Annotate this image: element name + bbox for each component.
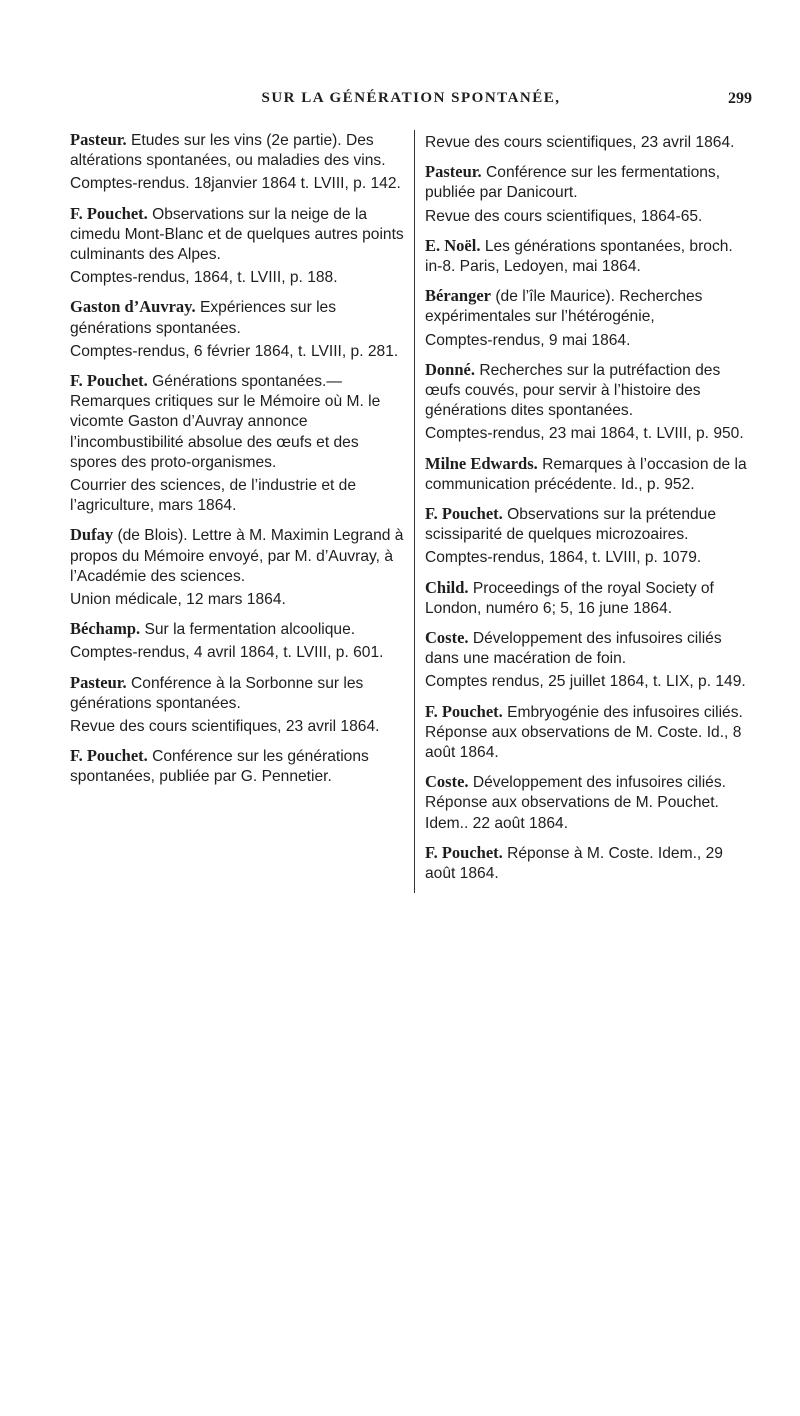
- bibliography-entry: [425, 286, 752, 351]
- entry-title: Réponse à M. Coste. Idem., 29 août 1864.: [425, 844, 723, 883]
- entry-author: F. Pouchet.: [70, 746, 148, 766]
- entry-source: Comptes-rendus, 1864, t. LVIII, p. 188.: [70, 269, 338, 287]
- entry-author: Pasteur.: [70, 130, 127, 149]
- entry-author: Béranger: [425, 286, 491, 306]
- entry-source: Revue des cours scientifiques, 1864-65.: [425, 207, 703, 225]
- entry-title: (de Blois). Lettre à M. Maximin Legrand à propos du Mémoire envoyé, par M. d’Auvray, à l’Académie des sciences.: [70, 527, 404, 585]
- left-column: [70, 130, 414, 893]
- bibliography-entry: [425, 628, 752, 693]
- bibliography-entry: [70, 673, 404, 738]
- bibliography-entry: [425, 454, 752, 495]
- entry-author: F. Pouchet.: [425, 504, 503, 524]
- entry-author: Pasteur.: [70, 672, 127, 692]
- entry-source: Comptes-rendus, 6 février 1864, t. LVIII, p. 281.: [70, 342, 399, 360]
- bibliography-entry: [425, 772, 752, 834]
- entry-author: Donné.: [425, 359, 475, 379]
- entry-title: Les générations spontanées, broch. in-8. Paris, Ledoyen, mai 1864.: [425, 237, 733, 276]
- running-head: [70, 90, 752, 114]
- entry-source: Revue des cours scientifiques, 23 avril 1864.: [70, 718, 380, 736]
- bibliography-entry: [70, 204, 404, 289]
- entry-title: (de l’île Maurice). Recherches expérimentales sur l’hétérogénie,: [425, 288, 703, 326]
- entry-author: F. Pouchet.: [70, 371, 148, 391]
- entry-title: Générations spontanées.—Remarques critiques sur le Mémoire où M. le vicomte Gaston d’Auvray annonce l’incombustibilité absolue des œufs et des spores des proto-organismes.: [70, 373, 381, 471]
- entry-title: Conférence sur les fermentations, publiée par Danicourt.: [425, 164, 721, 202]
- entry-author: Gaston d’Auvray.: [70, 297, 196, 317]
- bibliography-entry: [425, 843, 752, 884]
- bibliography-entry: [425, 702, 752, 764]
- entry-title: Recherches sur la putréfaction des œufs couvés, pour servir à l’histoire des générations dites spontanées.: [425, 361, 721, 420]
- entry-title: Expériences sur les générations spontanées.: [70, 299, 337, 337]
- entry-title: Embryogénie des infusoires ciliés. Réponse aux observations de M. Coste. Id., 8 août 1864.: [425, 703, 743, 762]
- bibliography-entry: [425, 162, 752, 227]
- bibliography-entry: [70, 619, 404, 663]
- entry-title: Etudes sur les vins (2e partie). Des altérations spontanées, ou maladies des vins.: [70, 132, 386, 170]
- entry-source: Comptes-rendus, 23 mai 1864, t. LVIII, p. 950.: [425, 425, 744, 443]
- entry-author: Béchamp.: [70, 619, 141, 639]
- entry-title: Remarques à l’occasion de la communication précédente. Id., p. 952.: [425, 455, 747, 493]
- entry-source: Revue des cours scientifiques, 23 avril 1864.: [425, 134, 735, 151]
- bibliography-entry: [70, 297, 404, 362]
- entry-author: E. Noël.: [425, 235, 481, 255]
- bibliography-entry: [70, 746, 404, 787]
- entry-source: Comptes-rendus, 9 mai 1864.: [425, 331, 631, 349]
- entry-title: Sur la fermentation alcoolique.: [144, 621, 356, 639]
- entry-author: Coste.: [425, 772, 469, 792]
- entry-title: Conférence à la Sorbonne sur les générations spontanées.: [70, 674, 364, 712]
- entry-title: Proceedings of the royal Society of London, numéro 6; 5, 16 june 1864.: [425, 579, 714, 617]
- bibliography-entry: [70, 371, 404, 516]
- entry-author: Dufay: [70, 525, 114, 545]
- bibliography-entry: [425, 360, 752, 445]
- entry-author: F. Pouchet.: [425, 842, 503, 862]
- entry-title: Conférence sur les générations spontanées, publiée par G. Pennetier.: [70, 748, 369, 786]
- bibliography-entry: [425, 504, 752, 569]
- page-number: 299: [728, 90, 752, 107]
- entry-source: Comptes rendus, 25 juillet 1864, t. LIX, p. 149.: [425, 673, 746, 691]
- bibliography-columns: [70, 130, 752, 893]
- entry-title: Observations sur la prétendue scissiparité de quelques microzoaires.: [425, 506, 717, 544]
- bibliography-entry: [425, 236, 752, 277]
- entry-author: F. Pouchet.: [70, 203, 148, 223]
- entry-author: Coste.: [425, 628, 469, 648]
- entry-source: Union médicale, 12 mars 1864.: [70, 591, 286, 609]
- entry-author: Pasteur.: [425, 162, 482, 182]
- entry-source: Courrier des sciences, de l’industrie et de l’agriculture, mars 1864.: [70, 477, 357, 515]
- entry-source: Comptes-rendus, 1864, t. LVIII, p. 1079.: [425, 549, 702, 567]
- bibliography-entry: [425, 133, 752, 153]
- right-column: [414, 130, 752, 893]
- bibliography-entry: [70, 525, 404, 610]
- entry-author: Child.: [425, 577, 469, 597]
- running-title: SUR LA GÉNÉRATION SPONTANÉE,: [261, 90, 561, 106]
- entry-title: Observations sur la neige de la cimedu Mont-Blanc et de quelques autres points culminants des Alpes.: [70, 205, 404, 264]
- entry-author: F. Pouchet.: [425, 701, 503, 721]
- bibliography-entry: [425, 578, 752, 619]
- entry-title: Développement des infusoires ciliés dans une macération de foin.: [425, 630, 722, 668]
- entry-title: Développement des infusoires ciliés. Réponse aux observations de M. Pouchet. Idem.. 22 août 1864.: [425, 774, 726, 832]
- bibliography-entry: [70, 130, 404, 195]
- entry-source: Comptes-rendus. 18janvier 1864 t. LVIII, p. 142.: [70, 175, 401, 193]
- entry-source: Comptes-rendus, 4 avril 1864, t. LVIII, p. 601.: [70, 644, 384, 662]
- entry-author: Milne Edwards.: [425, 453, 538, 473]
